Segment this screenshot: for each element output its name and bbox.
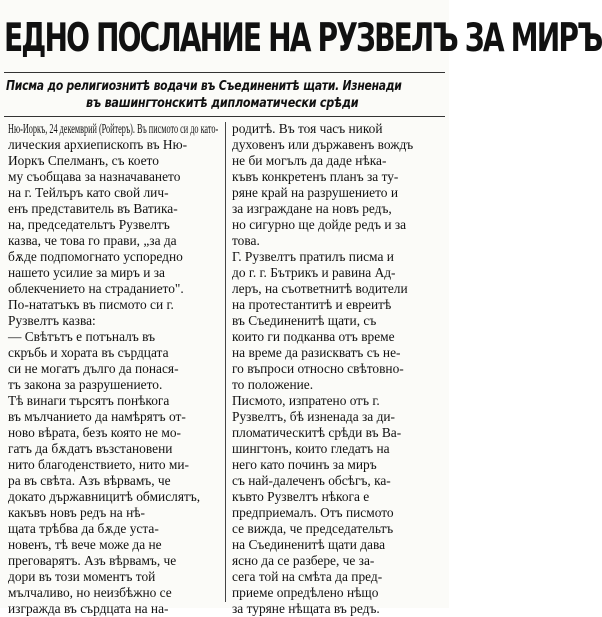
article-line: въ мълчанието да намѣрятъ от- — [8, 409, 186, 424]
article-line: щата трѣбва да бѫде уста- — [8, 521, 159, 536]
article-line: това. — [232, 233, 260, 248]
article-line: ра въ свѣта. Азъ вѣрвамъ, че — [8, 473, 171, 488]
article-line: въ Съединенитѣ щати, съ — [232, 313, 377, 328]
article-line: до г. г. Бътрикъ и равина Ад- — [232, 265, 396, 280]
article-line: родитѣ. Въ тоя часъ никой — [232, 121, 383, 136]
article-line: енъ представитель въ Ватика- — [8, 201, 178, 216]
article-line: изгражда въ сърдцата на на- — [8, 601, 169, 616]
article-line: облекчението на страданието". — [8, 281, 184, 296]
article-line: новенъ, тѣ вече може да не — [8, 537, 162, 552]
article-line: мълчаливо, но неизбѣжно се — [8, 585, 172, 600]
article-line: него като починъ за миръ — [232, 457, 377, 472]
article-line: По-нататъкъ въ писмото си г. — [8, 297, 174, 312]
article-line: бѫде подпомогнато успоредно — [8, 249, 183, 264]
article-line: го въпроси относно свѣтовно- — [232, 361, 404, 376]
article-line: ново вѣрата, безъ която не мо- — [8, 425, 181, 440]
article-line: за туряне нѣщата въ редъ. — [232, 601, 380, 616]
article-line: леръ, на съответнитѣ водители — [232, 281, 408, 296]
article-line: нашето усилие за миръ и за — [8, 265, 165, 280]
article-line: преговарятъ. Азъ вѣрвамъ, че — [8, 553, 177, 568]
article-line: не би могълъ да даде нѣка- — [232, 153, 387, 168]
article-line: на време да разискватъ съ не- — [232, 345, 401, 360]
article-line: приеме опредѣлено нѣщо — [232, 585, 379, 600]
article-line: се вижда, че председательтъ — [232, 521, 394, 536]
article-line: духовенъ или държавенъ вождъ — [232, 137, 414, 152]
article-line: Рузвелтъ казва: — [8, 313, 96, 328]
article-line: на Съединенитѣ щати дава — [232, 537, 386, 552]
article-line: къвъ конкретенъ планъ за ту- — [232, 169, 399, 184]
article-line: Иоркъ Спелманъ, съ което — [8, 153, 159, 168]
article-line: то положение. — [232, 377, 314, 392]
article-line: но сигурно ще дойде редъ и за — [232, 217, 407, 232]
article-line: — Свѣтътъ е потъналъ въ — [8, 329, 156, 344]
article-line: Рузвелтъ, бѣ изненада за ди- — [232, 409, 396, 424]
article-line: пломатическитѣ срѣди въ Ва- — [232, 425, 402, 440]
subheadline-line-1: Писма до религиознитѣ водачи въ Съединенитѣ щати. Изненади — [6, 79, 402, 94]
column-divider — [225, 122, 226, 602]
article-line: Ню-Иоркъ, 24 декемврий (Ройтеръ). Въ писмото си до като- — [8, 121, 219, 136]
article-column-1 — [8, 121, 218, 617]
article-line: си не могатъ дълго да понася- — [8, 361, 179, 376]
article-line: къвто Рузвелтъ нѣкога е — [232, 489, 370, 504]
article-line: за изграждане на новъ редъ, — [232, 201, 392, 216]
article-line: тъ закона за разрушението. — [8, 377, 163, 392]
article-line: които ги подканва отъ време — [232, 329, 395, 344]
article-line: дори въ този моментъ той — [8, 569, 156, 584]
article-line: на протестантитѣ и евреитѣ — [232, 297, 392, 312]
article-line: Тѣ винаги търсятъ понѣкога — [8, 393, 170, 408]
headline: ЕДНО ПОСЛАНИЕ НА РУЗВЕЛЪ ЗА МИРЪ — [4, 16, 602, 61]
article-line: лическия архиепископъ въ Ню- — [8, 137, 188, 152]
article-line: казва, че това го прави, „за да — [8, 233, 177, 248]
article-line: предприемалъ. Отъ писмото — [232, 505, 394, 520]
article-line: нито благоденствието, нито ми- — [8, 457, 189, 472]
article-column-2 — [232, 121, 442, 617]
article-line: на г. Тейлъръ като свой лич- — [8, 185, 169, 200]
article-line: Г. Рузвелтъ пратилъ писма и — [232, 249, 394, 264]
headline-rule — [4, 72, 445, 73]
article-line: сега той на смѣта да пред- — [232, 569, 383, 584]
subheadline-line-2: въ вашингтонскитѣ дипломатически срѣди — [86, 96, 359, 111]
article-line: какъвъ новъ редъ на нѣ- — [8, 505, 145, 520]
article-line: му съобщава за назначаването — [8, 169, 181, 184]
article-line: докато държавницитѣ обмислятъ, — [8, 489, 201, 504]
article-line: ясно да се разбере, че за- — [232, 553, 375, 568]
article-line: Писмото, изпратено отъ г. — [232, 393, 380, 408]
article-line: скръбь и хората въ сърдцата — [8, 345, 169, 360]
article-line: на, председательтъ Рузвелтъ — [8, 217, 170, 232]
article-line: шингтонъ, които гледатъ на — [232, 441, 390, 456]
subheadline-rule — [4, 116, 445, 117]
article-line: ряне край на разрушението и — [232, 185, 398, 200]
article-line: гатъ да бѫдатъ възстановени — [8, 441, 173, 456]
article-line: съ най-далеченъ обсѣгъ, ка- — [232, 473, 391, 488]
